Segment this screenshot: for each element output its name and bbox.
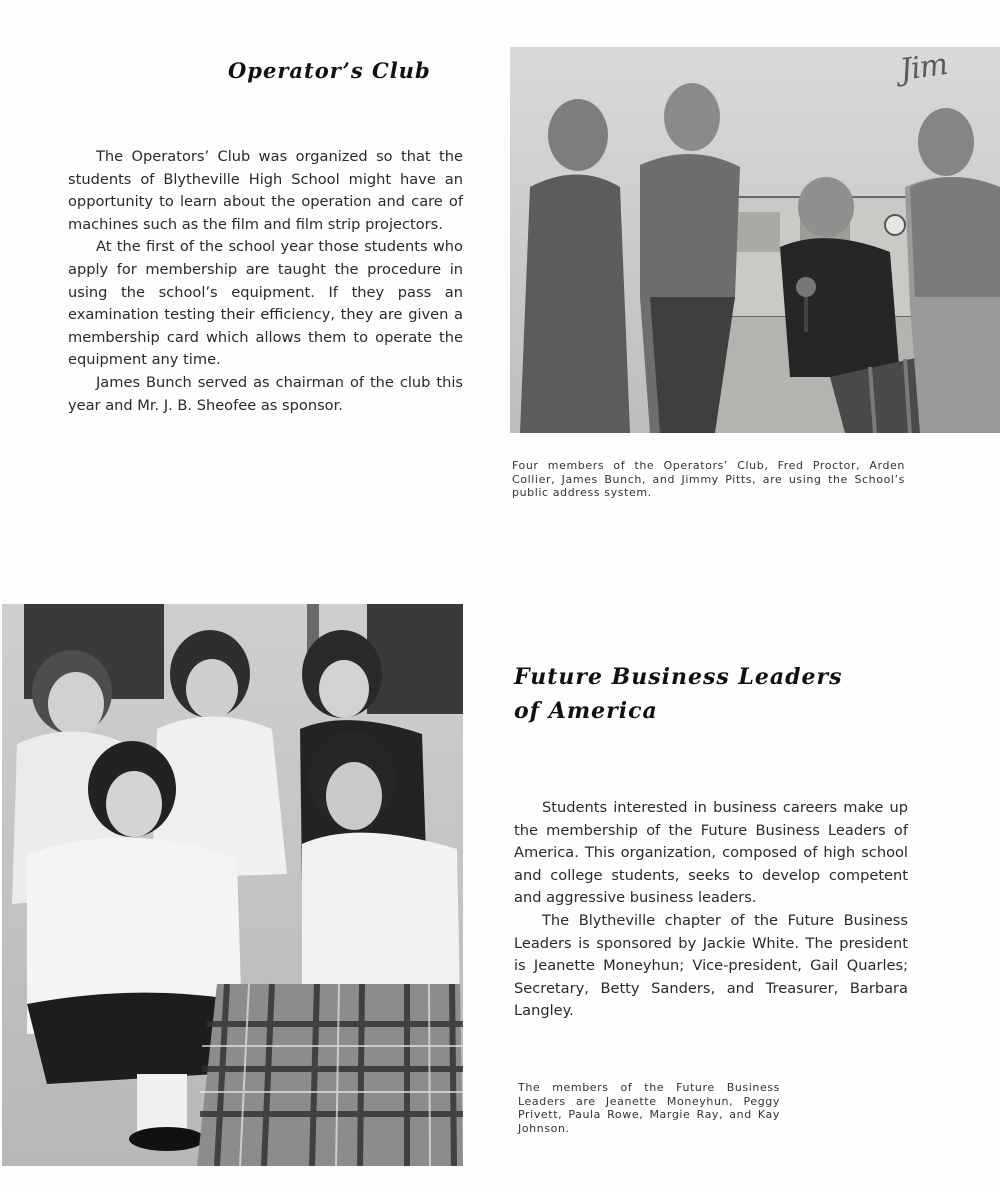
operators-club-title: Operator’s Club [228, 58, 431, 83]
operators-photo-caption: Four members of the Operators’ Club, Fred Proctor, Arden Collier, James Bunch, and Jimmy Pitts, are using the School’s public address system. [512, 459, 905, 499]
operators-club-body [68, 146, 463, 417]
fbla-photo [2, 604, 463, 1166]
fbla-title [514, 660, 914, 728]
operators-paragraph-1: The Operators’ Club was organized so that the students of Blytheville High School might have an opportunity to learn about the operation and care of machines such as the film and film strip projectors. [68, 148, 463, 233]
fbla-body [514, 797, 908, 1023]
operators-paragraph-3: James Bunch served as chairman of the club this year and Mr. J. B. Sheofee as sponsor. [68, 373, 463, 414]
handwritten-note: Jim [897, 46, 950, 89]
fbla-title-line-1: Future Business Leaders [514, 664, 843, 690]
operators-photo-image [510, 47, 1000, 433]
operators-club-photo [510, 47, 1000, 433]
fbla-paragraph-2: The Blytheville chapter of the Future Business Leaders is sponsored by Jackie White. The president is Jeanette Moneyhun; Vice-president, Gail Quarles; Secretary, Betty Sanders, and Treasurer, Barbara Langley. [514, 911, 908, 1020]
fbla-photo-caption: The members of the Future Business Leaders are Jeanette Moneyhun, Peggy Privett, Paula Rowe, Margie Ray, and Kay Johnson. [518, 1081, 780, 1135]
fbla-paragraph-1: Students interested in business careers make up the membership of the Future Business Leaders of America. This organization, composed of high school and college students, seeks to develop competent and aggressive business leaders. [514, 799, 908, 907]
fbla-title-line-2: of America [514, 698, 658, 724]
fbla-photo-image [2, 604, 463, 1166]
operators-paragraph-2: At the first of the school year those students who apply for membership are taught the procedure in using the school’s equipment. If they pass an examination testing their efficiency, they are given a membership card which allows them to operate the equipment any time. [68, 238, 463, 369]
